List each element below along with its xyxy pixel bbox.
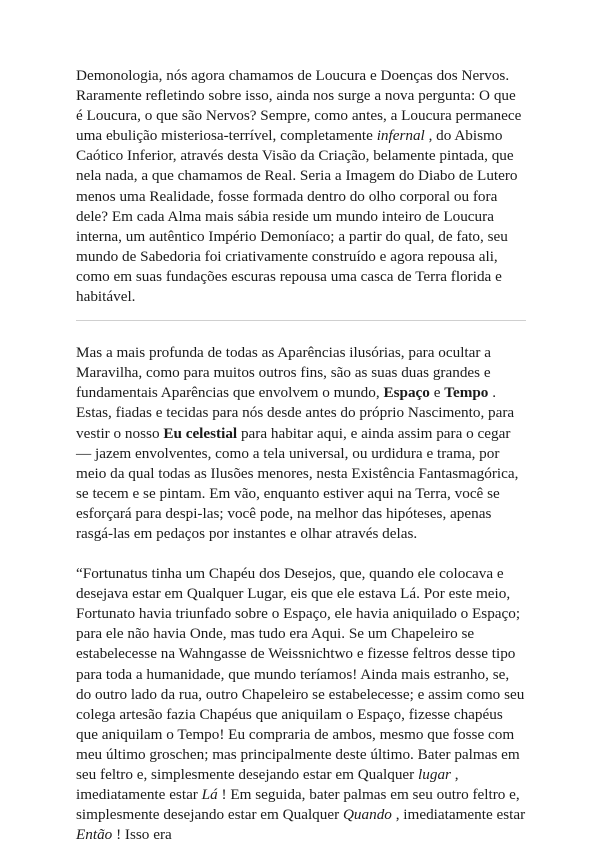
bold-tempo: Tempo <box>444 384 489 402</box>
text-run: , do Abismo Caótico Inferior, através desta Visão da Criação, belamente pintada, que nela nada, a que chamamos de Real. Seria a Imagem do Diabo de Lutero menos uma Realidade, fosse formada dentro do olho corporal ou fora dele? Em cada Alma mais sábia reside um mundo inteiro de Loucura interna, um autêntico Império Demoníaco; a partir do qual, de fato, seu mundo de Sabedoria foi criativamente construído e agora repousa ali, como em suas fundações escuras repousa uma casca de Terra florida e habitável. <box>76 127 518 306</box>
paragraph-aparencias <box>76 343 526 544</box>
bold-eu-celestial: Eu celestial <box>163 424 238 442</box>
paragraph-demonologia <box>76 66 526 307</box>
italic-entao: Então <box>76 826 113 844</box>
text-run: , imediatamente estar <box>76 766 459 804</box>
text-run: “Fortunatus tinha um Chapéu dos Desejos, que, quando ele colocava e desejava estar em Qualquer Lugar, eis que ele estava Lá. Por este meio, Fortunato havia triunfado sobre o Espaço, ele havia aniquilado o Espaço; para ele não havia Onde, mas tudo era Aqui. Se um Chapeleiro se estabelecesse na Wahngasse de Weissnichtwo e fizesse feltros desse tipo para toda a humanidade, que mundo teríamos! Ainda mais estranho, se, do outro lado da rua, outro Chapeleiro se estabelecesse; e assim como seu colega artesão fazia Chapéus que aniquilam o Espaço, fizesse chapéus que aniquilam o Tempo! Eu compraria de ambos, mesmo que fosse com meu último groschen; mas principalmente deste último. Bater palmas em seu feltro e, simplesmente desejando estar em Qualquer <box>76 565 525 783</box>
text-run: para habitar aqui, e ainda assim para o cegar — jazem envolventes, como a tela universal, ou urdidura e trama, por meio da qual todas as Ilusões menores, nesta Existência Fantasmagórica, se tecem e se pintam. Em vão, enquanto estiver aqui na Terra, você se esforçará para despi-las; você pode, na melhor das hipóteses, apenas rasgá-las em pedaços por instantes e olhar através delas. <box>76 424 519 542</box>
italic-infernal: infernal <box>376 127 425 145</box>
italic-la: Lá <box>201 786 218 804</box>
italic-lugar: lugar <box>418 766 451 783</box>
text-run: ! Em seguida, bater palmas em seu outro feltro e, simplesmente desejando estar em Qualquer <box>76 786 520 824</box>
text-run: Demonologia, nós agora chamamos de Loucura e Doenças dos Nervos. Raramente refletindo sobre isso, ainda nos surge a nova pergunta: O que é Loucura, o que são Nervos? Sempre, como antes, a Loucura permanece uma ebulição misteriosa-terrível, completamente <box>76 67 522 145</box>
text-run: ! Isso era <box>112 826 172 844</box>
text-run: e <box>429 384 445 402</box>
document-page <box>76 66 526 845</box>
text-run: . Estas, fiadas e tecidas para nós desde antes do próprio Nascimento, para vestir o nosso <box>76 384 515 442</box>
text-run: Mas a mais profunda de todas as Aparências ilusórias, para ocultar a Maravilha, como para muitos outros fins, são as suas duas grandes e fundamentais Aparências que envolvem o mundo, <box>76 344 491 402</box>
horizontal-divider <box>76 320 526 321</box>
paragraph-fortunatus <box>76 564 526 845</box>
bold-espaco: Espaço <box>383 384 430 402</box>
italic-quando: Quando <box>342 806 392 824</box>
text-run: , imediatamente estar <box>391 806 526 824</box>
